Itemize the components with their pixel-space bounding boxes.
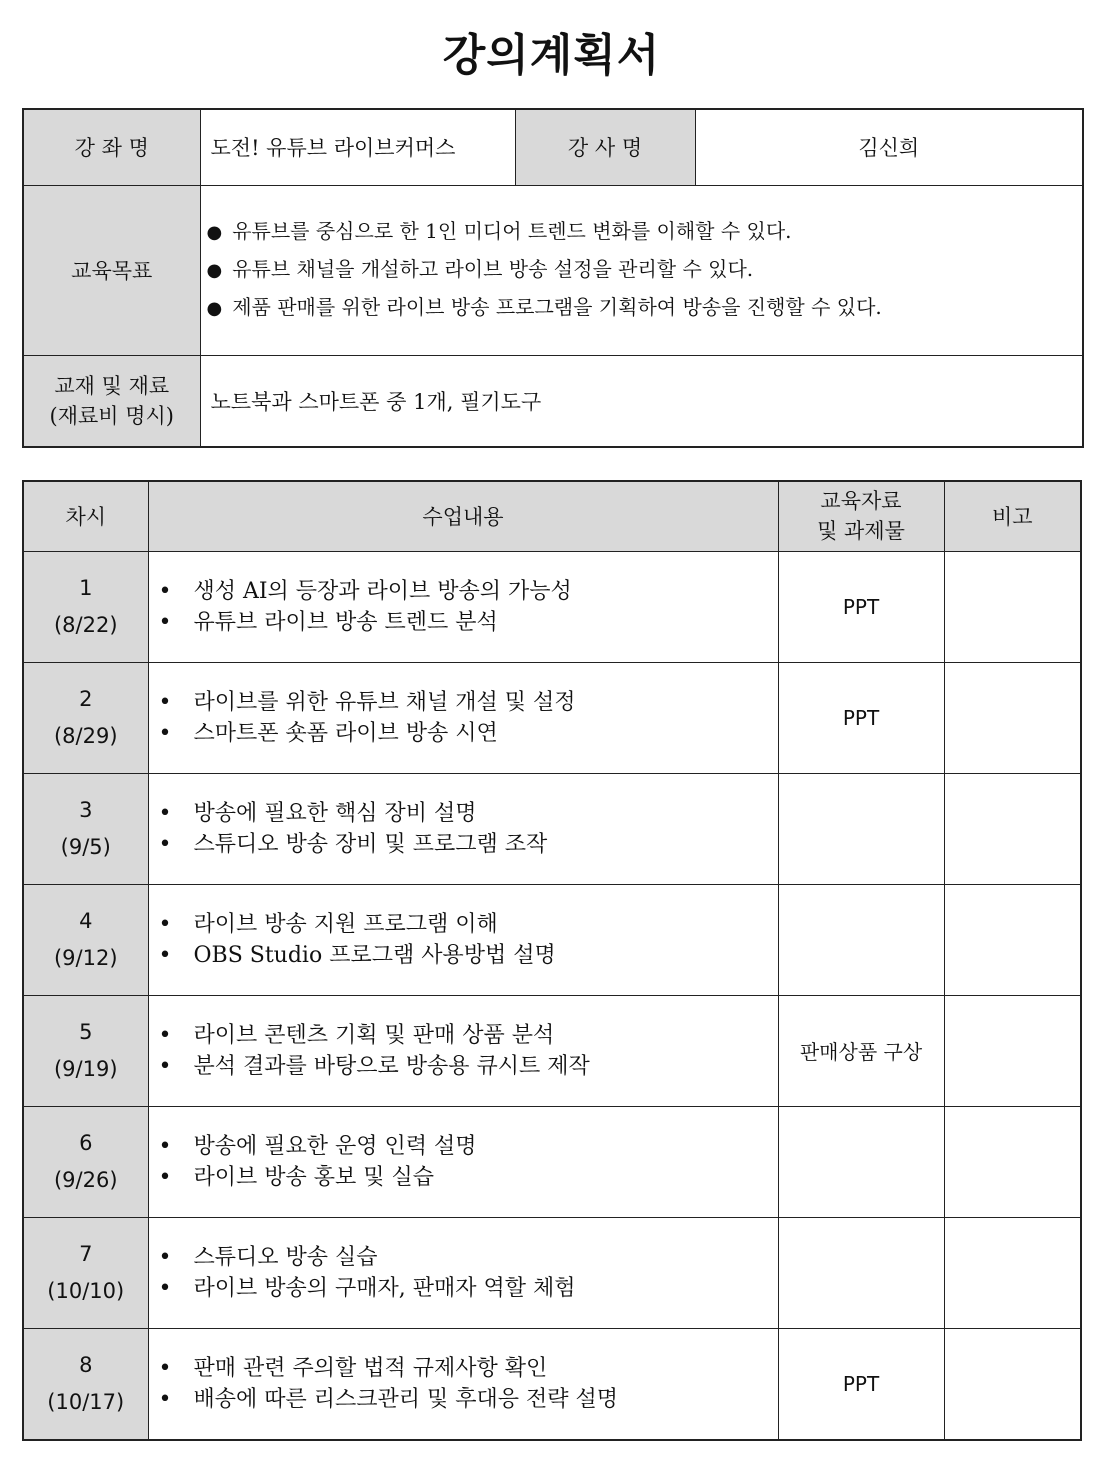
note-cell xyxy=(944,773,1081,884)
session-date: (9/26) xyxy=(53,1167,118,1192)
content-item: • 라이브 방송 홍보 및 실습 xyxy=(159,1162,778,1193)
header-materials-line2: 및 과제물 xyxy=(817,519,905,544)
content-item: • 유튜브 라이브 방송 트렌드 분석 xyxy=(159,607,778,638)
instructor-label xyxy=(515,109,695,185)
session-number: 3 xyxy=(79,797,93,822)
content-cell xyxy=(148,995,778,1106)
material-cell xyxy=(778,884,944,995)
material-cell: 판매상품 구상 xyxy=(778,995,944,1106)
content-item: • 생성 AI의 등장과 라이브 방송의 가능성 xyxy=(159,576,778,607)
goal-item: ● 제품 판매를 위한 라이브 방송 프로그램을 기획하여 방송을 진행할 수 있다. xyxy=(207,289,1083,327)
material-cell: PPT xyxy=(778,551,944,662)
note-cell xyxy=(944,1217,1081,1328)
session-cell xyxy=(23,884,148,995)
content-list xyxy=(149,909,778,971)
content-item: • 방송에 필요한 운영 인력 설명 xyxy=(159,1131,778,1162)
session-cell xyxy=(23,1217,148,1328)
session-cell xyxy=(23,1328,148,1440)
schedule-table xyxy=(22,480,1082,1441)
schedule-row xyxy=(23,995,1081,1106)
header-materials xyxy=(778,481,944,551)
schedule-header-row xyxy=(23,481,1081,551)
session-date: (10/17) xyxy=(47,1389,125,1414)
note-cell xyxy=(944,995,1081,1106)
content-item: • 라이브 방송 지원 프로그램 이해 xyxy=(159,909,778,940)
materials-label xyxy=(23,355,200,447)
session-cell xyxy=(23,551,148,662)
content-list xyxy=(149,1242,778,1304)
goals-cell xyxy=(200,185,1083,355)
content-cell xyxy=(148,1328,778,1440)
course-row xyxy=(23,109,1083,185)
note-cell xyxy=(944,662,1081,773)
materials-value: 노트북과 스마트폰 중 1개, 필기도구 xyxy=(200,355,1083,447)
material-cell: PPT xyxy=(778,1328,944,1440)
schedule-row xyxy=(23,773,1081,884)
session-cell xyxy=(23,1106,148,1217)
content-cell xyxy=(148,1106,778,1217)
content-cell xyxy=(148,1217,778,1328)
content-item: • 판매 관련 주의할 법적 규제사항 확인 xyxy=(159,1353,778,1384)
content-list xyxy=(149,798,778,860)
session-date: (10/10) xyxy=(47,1278,125,1303)
content-item: • 분석 결과를 바탕으로 방송용 큐시트 제작 xyxy=(159,1051,778,1082)
session-date: (8/29) xyxy=(53,723,118,748)
goals-row xyxy=(23,185,1083,355)
page-title: 강의계획서 xyxy=(442,30,661,81)
schedule-row xyxy=(23,551,1081,662)
content-item: • 라이브를 위한 유튜브 채널 개설 및 설정 xyxy=(159,687,778,718)
session-date: (9/5) xyxy=(60,834,111,859)
session-cell xyxy=(23,773,148,884)
goal-item: ● 유튜브를 중심으로 한 1인 미디어 트렌드 변화를 이해할 수 있다. xyxy=(207,213,1083,251)
session-date: (9/12) xyxy=(53,945,118,970)
schedule-row xyxy=(23,1328,1081,1440)
goals-list xyxy=(201,213,1083,327)
content-item: • OBS Studio 프로그램 사용방법 설명 xyxy=(159,940,778,971)
schedule-row xyxy=(23,1217,1081,1328)
session-cell xyxy=(23,662,148,773)
note-cell xyxy=(944,551,1081,662)
content-cell xyxy=(148,773,778,884)
instructor-label-text: 강 사 명 xyxy=(567,136,643,161)
header-materials-line1: 교육자료 xyxy=(820,489,902,514)
note-cell xyxy=(944,1106,1081,1217)
materials-row xyxy=(23,355,1083,447)
material-cell xyxy=(778,1106,944,1217)
material-cell: PPT xyxy=(778,662,944,773)
session-number: 5 xyxy=(79,1019,93,1044)
schedule-row xyxy=(23,662,1081,773)
header-session: 차시 xyxy=(23,481,148,551)
content-item: • 라이브 방송의 구매자, 판매자 역할 체험 xyxy=(159,1273,778,1304)
materials-label-line2: (재료비 명시) xyxy=(49,403,174,428)
course-name: 도전! 유튜브 라이브커머스 xyxy=(200,109,515,185)
schedule-row xyxy=(23,1106,1081,1217)
content-item: • 방송에 필요한 핵심 장비 설명 xyxy=(159,798,778,829)
session-cell xyxy=(23,995,148,1106)
session-number: 8 xyxy=(79,1352,93,1377)
content-cell xyxy=(148,884,778,995)
content-list xyxy=(149,1131,778,1193)
session-number: 7 xyxy=(79,1241,93,1266)
material-cell xyxy=(778,1217,944,1328)
content-item: • 라이브 콘텐츠 기획 및 판매 상품 분석 xyxy=(159,1020,778,1051)
content-item: • 배송에 따른 리스크관리 및 후대응 전략 설명 xyxy=(159,1384,778,1415)
content-list xyxy=(149,1020,778,1082)
course-label-text: 강 좌 명 xyxy=(74,136,149,161)
instructor-name: 김신희 xyxy=(695,109,1083,185)
materials-label-line1: 교재 및 재료 xyxy=(54,373,170,398)
session-date: (9/19) xyxy=(53,1056,118,1081)
course-info-table xyxy=(22,108,1084,448)
header-content: 수업내용 xyxy=(148,481,778,551)
session-number: 2 xyxy=(79,686,93,711)
material-cell xyxy=(778,773,944,884)
header-note: 비고 xyxy=(944,481,1081,551)
content-list xyxy=(149,1353,778,1415)
content-item: • 스튜디오 방송 실습 xyxy=(159,1242,778,1273)
course-label xyxy=(23,109,200,185)
content-item: • 스튜디오 방송 장비 및 프로그램 조작 xyxy=(159,829,778,860)
note-cell xyxy=(944,884,1081,995)
content-cell xyxy=(148,662,778,773)
content-list xyxy=(149,687,778,749)
goals-label: 교육목표 xyxy=(23,185,200,355)
content-list xyxy=(149,576,778,638)
goal-item: ● 유튜브 채널을 개설하고 라이브 방송 설정을 관리할 수 있다. xyxy=(207,251,1083,289)
session-date: (8/22) xyxy=(53,612,118,637)
session-number: 6 xyxy=(79,1130,93,1155)
content-item: • 스마트폰 숏폼 라이브 방송 시연 xyxy=(159,718,778,749)
session-number: 1 xyxy=(79,575,93,600)
note-cell xyxy=(944,1328,1081,1440)
content-cell xyxy=(148,551,778,662)
schedule-row xyxy=(23,884,1081,995)
session-number: 4 xyxy=(79,908,93,933)
